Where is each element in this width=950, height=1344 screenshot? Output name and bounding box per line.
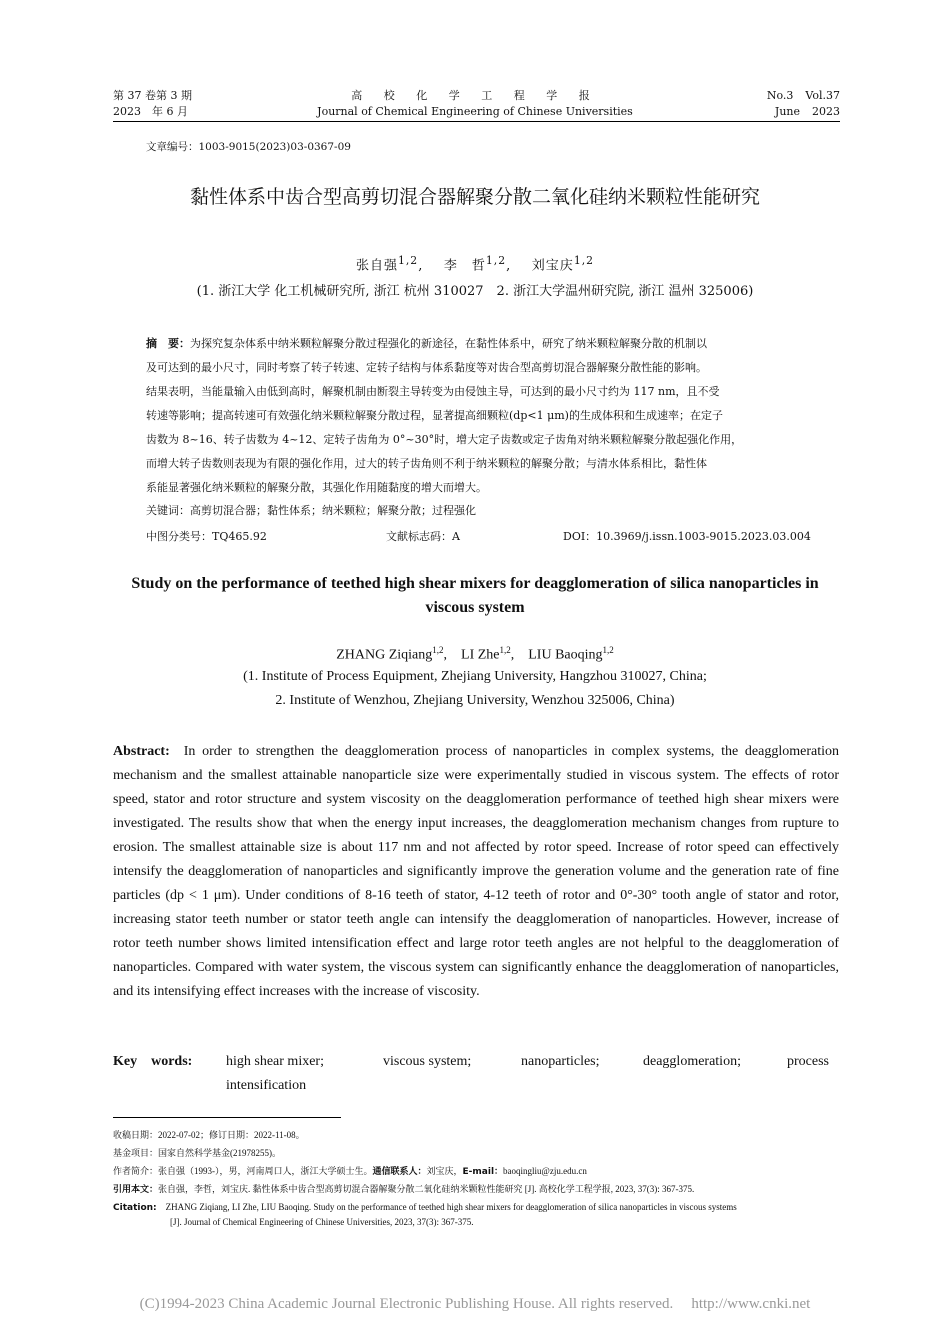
keywords-cn-label: 关键词： [146,504,190,517]
abstract-en-text: In order to strengthen the deagglomeration process of nanoparticles in complex systems, the deagglomeration mechanism and the smallest attainable nanoparticle size were experimentally studied in viscous system. The effects of rotor speed, stator and rotor structure and system viscosity on the deagglomeration performance of teethed high shear mixers were investigated. The results show that when the energy input increases, the deagglomeration mechanism changes from rupture to erosion. The smallest attainable size is about 117 nm and not affected by rotor speed. Increase of rotor speed can effectively intensify the deagglomeration of nanoparticles and significantly improve the generation volume and the generation rate of fine particles (dp < 1 μm). Under conditions of 8-16 teeth of stator, 4-12 teeth of rotor and 0°-30° tooth angle of stator and rotor, increasing stator teeth number or stator teeth angle can intensify the deagglomeration of nanoparticles. However, increase of rotor teeth number shows limited intensification effect and large rotor teeth angles are not helpful to the deagglomeration of nanoparticles. Compared with water system, the viscous system can significantly enhance the deagglomeration of nanoparticles, and its intensifying effect increases with the increase of viscosity. [113,744,839,999]
email-link[interactable]: baoqingliu@zju.edu.cn [503,1166,587,1176]
keywords-cn [146,502,476,518]
volume-issue: 第 37 卷第 3 期 [113,89,192,102]
document-code: 文献标志码：A [386,530,460,543]
contact-label: 通信联系人： [372,1167,427,1177]
abstract-en-label: Abstract: [113,744,170,759]
affiliation-cn: (1. 浙江大学 化工机械研究所, 浙江 杭州 310027 2. 浙江大学温州研究院, 浙江 温州 325006) [196,284,754,299]
keyword-en: intensification [226,1078,307,1093]
cite-cn-label: 引用本文： [113,1185,159,1195]
email-label: E-mail： [462,1167,504,1177]
footnote-cite-cn [113,1182,840,1197]
copyright-text: (C)1994-2023 China Academic Journal Electronic Publishing House. All rights reserved. [139,1296,674,1312]
footnote-received: 收稿日期：2022-07-02；修订日期：2022-11-08。 [113,1130,305,1140]
keyword-en: high shear mixer; [226,1054,324,1069]
abstract-cn-line: 及可达到的最小尺寸，同时考察了转子转速、定转子结构与体系黏度等对齿合型高剪切混合器解聚分散性能的影响。 [146,361,707,374]
month: June [774,105,800,118]
volume-number: Vol.37 [805,89,840,102]
author-info: 作者简介：张自强（1993-），男，河南周口人，浙江大学硕士生。 [113,1166,373,1176]
author-name: LIU Baoqing [528,647,603,663]
abstract-cn-line: 而增大转子齿数则表现为有限的强化作用，过大的转子齿角则不利于纳米颗粒的解聚分散；与清水体系相比，黏性体 [146,457,707,470]
abstract-cn-line: 为探究复杂体系中纳米颗粒解聚分散过程强化的新途径，在黏性体系中，研究了纳米颗粒解聚分散的机制以 [190,337,707,350]
year: 2023 [812,105,840,118]
cite-en-text: ZHANG Ziqiang, LI Zhe, LIU Baoqing. Study on the performance of teethed high shear mixers for deagglomeration of silica nanoparticles in viscous systems [165,1202,737,1212]
author-affil-sup: 1,2 [573,254,595,267]
footnote-fund: 基金项目：国家自然科学基金(21978255)。 [113,1148,281,1158]
publication-date: 2023 年 6 月 [113,105,188,118]
affiliation-en-1: (1. Institute of Process Equipment, Zhejiang University, Hangzhou 310027, China; [243,669,707,684]
cite-en-label: Citation: [113,1203,157,1213]
abstract-cn-line: 齿数为 8~16、转子齿数为 4~12、定转子齿角为 0°~30°时，增大定子齿数或定子齿角对纳米颗粒解聚分散起强化作用， [146,433,743,446]
author-affil-sup: 1,2 [499,645,511,655]
keyword-en: deagglomeration; [643,1054,741,1069]
title-en: Study on the performance of teethed high shear mixers for deagglomeration of silica nanoparticles in viscous system [131,575,819,616]
author-name: 李 哲 [443,258,486,274]
article-number: 文章编号：1003-9015(2023)03-0367-09 [146,141,351,153]
author-name: ZHANG Ziqiang [336,647,433,663]
running-header-journal [280,88,670,120]
abstract-cn [146,332,806,500]
header-rule [113,121,840,122]
abstract-cn-label: 摘 要： [146,337,190,350]
affiliation-en-2: 2. Institute of Wenzhou, Zhejiang University, Wenzhou 325006, China) [275,693,675,708]
copyright-url[interactable]: http://www.cnki.net [691,1296,811,1312]
abstract-cn-line: 系能显著强化纳米颗粒的解聚分散，其强化作用随黏度的增大而增大。 [146,481,487,494]
issue-number: No.3 [766,89,794,102]
running-header-left [113,88,192,120]
journal-name-cn: 高 校 化 学 工 程 学 报 [351,89,599,102]
keyword-en: process [787,1054,829,1069]
cite-cn-text: 张自强，李哲，刘宝庆. 黏性体系中齿合型高剪切混合器解聚分散二氧化硅纳米颗粒性能研究 [J]. 高校化学工程学报, 2023, 37(3): 367-375. [158,1184,695,1194]
author-affil-sup: 1,2 [432,645,444,655]
author-name: 张自强 [355,258,398,274]
author-affil-sup: 1,2 [602,645,614,655]
copyright-watermark [0,1296,950,1313]
clc-number: 中图分类号：TQ465.92 [146,530,267,543]
keywords-en-label: Key words: [113,1054,193,1069]
title-cn: 黏性体系中齿合型高剪切混合器解聚分散二氧化硅纳米颗粒性能研究 [189,186,760,208]
authors-cn: 张自强$^{1,2}$, 李 哲$^{1,2}$, 刘宝庆$^{1,2}$ [355,254,595,274]
doi[interactable]: DOI：10.3969/j.issn.1003-9015.2023.03.004 [563,530,811,543]
author-name: LI Zhe [461,647,500,663]
running-header-right [767,88,840,120]
keywords-cn-value: 高剪切混合器；黏性体系；纳米颗粒；解聚分散；过程强化 [190,504,476,517]
abstract-en [113,740,839,1004]
author-affil-sup: 1,2 [397,254,419,267]
footnote-cite-en [113,1200,840,1229]
author-affil-sup: 1,2 [485,254,507,267]
keyword-en: viscous system; [383,1054,472,1069]
keyword-en: nanoparticles; [521,1054,600,1069]
footnote-rule [113,1117,341,1118]
footnote-author [113,1164,840,1179]
cite-en-text-cont: [J]. Journal of Chemical Engineering of Chinese Universities, 2023, 37(3): 367-375. [170,1217,474,1227]
abstract-cn-line: 转速等影响；提高转速可有效强化纳米颗粒解聚分散过程，显著提高细颗粒(dp<1 μm)的生成体积和生成速率；在定子 [146,409,723,422]
abstract-cn-line: 结果表明，当能量输入由低到高时，解聚机制由断裂主导转变为由侵蚀主导，可达到的最小尺寸约为 117 nm，且不受 [146,385,720,398]
authors-en: ZHANG Ziqiang$^{1,2}$, LI Zhe$^{1,2}$, LIU Baoqing$^{1,2}$ [336,645,614,663]
author-name: 刘宝庆 [531,258,574,274]
journal-name-en: Journal of Chemical Engineering of Chinese Universities [317,105,633,118]
contact-name: 刘宝庆， [426,1166,463,1176]
